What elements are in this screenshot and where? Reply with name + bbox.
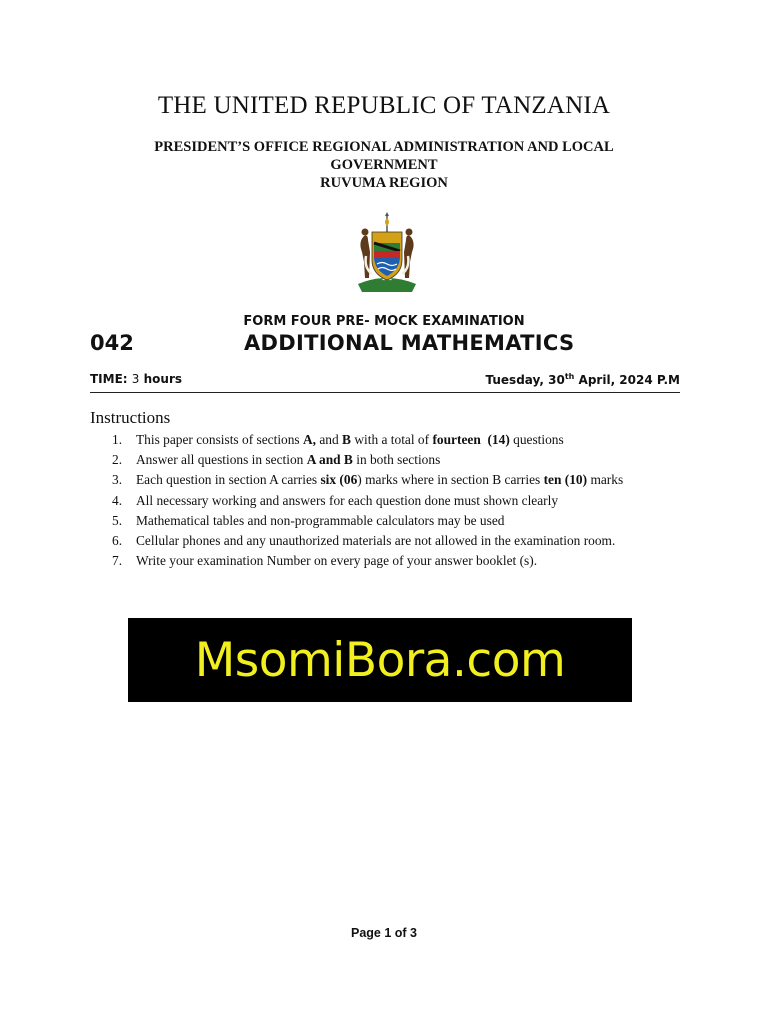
instruction-number: 6. (112, 532, 123, 548)
instruction-text: questions (509, 432, 564, 447)
instruction-text: B (342, 432, 351, 447)
date-ampm: P.M (656, 373, 680, 387)
exam-type: FORM FOUR PRE- MOCK EXAMINATION (243, 314, 525, 329)
instruction-text: A, (302, 432, 317, 447)
instruction-text: marks (587, 472, 624, 488)
page-number: Page 1 of 3 (351, 926, 417, 940)
instruction-item (112, 470, 712, 490)
instruction-number: 4. (112, 492, 123, 508)
banner-text: MsomiBora.com (194, 632, 566, 688)
instruction-text: Answer all questions in section (136, 452, 307, 468)
instruction-number: 1. (112, 432, 123, 447)
instruction-item (112, 551, 712, 571)
instruction-item (112, 450, 712, 470)
instruction-text: ) (357, 472, 362, 488)
instruction-number: 7. (112, 553, 123, 569)
date-suffix: th (564, 372, 575, 381)
instruction-item (112, 491, 712, 511)
instruction-text: and (316, 432, 343, 447)
time-label: TIME: (90, 372, 128, 386)
time-date-row (90, 372, 680, 393)
instruction-text: Write your examination Number on every page of your answer booklet (s). (136, 553, 538, 569)
instruction-text: Cellular phones and any unauthorized materials are not allowed in the examination room. (136, 532, 616, 548)
instruction-text: in both sections (352, 452, 441, 468)
exam-duration (90, 372, 182, 386)
office-line-2: GOVERNMENT (330, 157, 438, 173)
instruction-text: Mathematical tables and non-programmable calculators may be used (136, 512, 505, 528)
paper-code: 042 (90, 331, 134, 355)
instruction-item (112, 531, 712, 551)
instruction-item (112, 430, 712, 450)
time-value-unit: hours (143, 372, 182, 386)
instruction-text: fourteen (14) (432, 432, 510, 447)
time-value-number: 3 (131, 372, 140, 386)
coat-of-arms-icon (352, 212, 422, 296)
exam-date (486, 372, 681, 387)
instruction-number: 2. (112, 452, 123, 468)
instructions-list (112, 430, 712, 571)
office-line-1: PRESIDENT’S OFFICE REGIONAL ADMINISTRATION AND LOCAL (154, 139, 614, 155)
instruction-number: 5. (112, 512, 123, 528)
instruction-text: This paper consists of sections (136, 432, 303, 447)
instruction-text: All necessary working and answers for each question done must shown clearly (136, 492, 559, 508)
instruction-number: 3. (112, 472, 123, 488)
date-rest: April, 2024 (574, 373, 653, 387)
instructions-heading: Instructions (90, 408, 171, 427)
instruction-text: ten (10) (543, 472, 588, 488)
country-title: THE UNITED REPUBLIC OF TANZANIA (157, 92, 611, 119)
subject-title: ADDITIONAL MATHEMATICS (244, 331, 575, 355)
instruction-text: with a total of (350, 432, 433, 447)
instruction-text: marks where in section B carries (361, 472, 544, 488)
instruction-text: A and B (306, 452, 353, 468)
instruction-item (112, 511, 712, 531)
region-line: RUVUMA REGION (320, 175, 448, 191)
office-heading (0, 138, 768, 192)
msomibora-banner (128, 618, 632, 702)
date-prefix: Tuesday, 30 (485, 373, 565, 387)
instruction-text: Each question in section A carries (136, 472, 321, 488)
instruction-text: six (06 (320, 472, 358, 488)
